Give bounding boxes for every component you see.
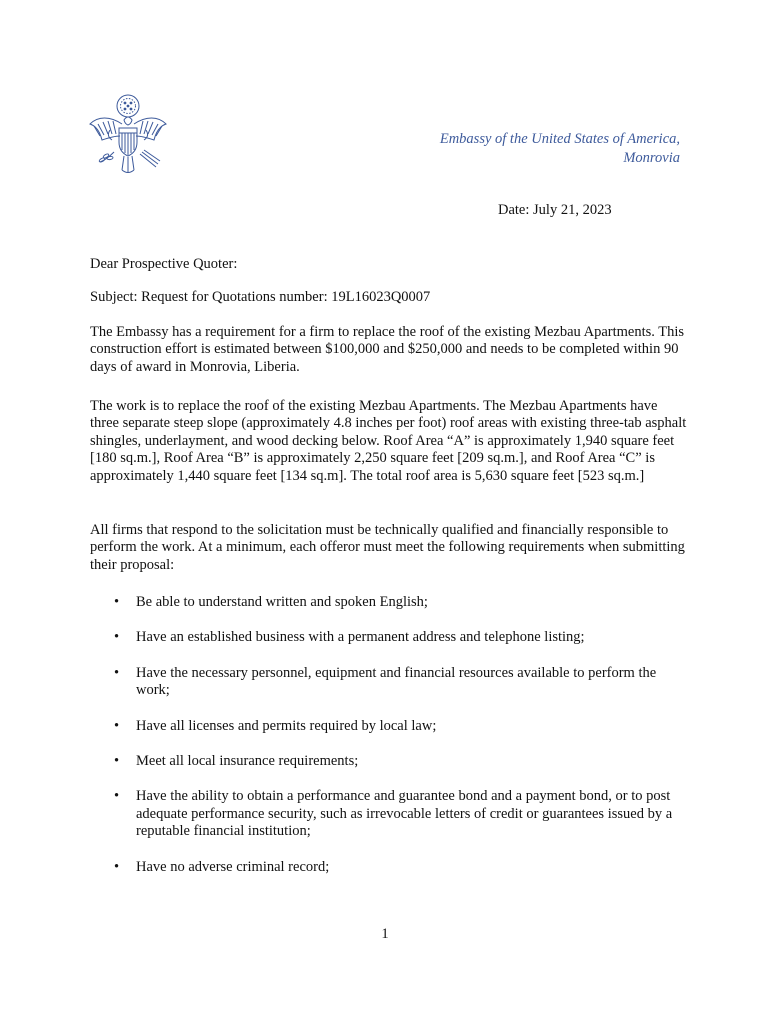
subject-line: Subject: Request for Quotations number: 19L16023Q0007 (90, 289, 431, 305)
bullet-icon: • (114, 594, 120, 610)
list-item (90, 753, 690, 770)
page-number: 1 (381, 926, 389, 942)
list-item (90, 788, 690, 840)
list-item (90, 594, 690, 611)
great-seal-icon (86, 90, 170, 178)
requirement-text: Have an established business with a permanent address and telephone listing; (136, 629, 585, 646)
paragraph-qualifications: All firms that respond to the solicitation must be technically qualified and financially responsible to perform the work. At a minimum, each offeror must meet the following requirements when submitting their proposal: (90, 522, 685, 573)
requirement-text: Be able to understand written and spoken English; (136, 594, 428, 610)
embassy-name-line1: Embassy of the United States of America, (439, 131, 680, 147)
list-item (90, 718, 690, 735)
bullet-icon: • (114, 629, 120, 646)
requirement-text: Have all licenses and permits required by local law; (136, 717, 437, 734)
letter-date: Date: July 21, 2023 (498, 202, 612, 218)
bullet-icon: • (114, 788, 120, 805)
embassy-header (440, 130, 680, 168)
bullet-icon: • (114, 664, 120, 681)
paragraph-scope-of-work: The work is to replace the roof of the existing Mezbau Apartments. The Mezbau Apartments have three separate steep slope (approximately 4.8 inches per foot) roof areas with existing three-tab asphalt shingles, underlayment, and wood decking below. Roof Area “A” is approximately 1,940 square feet [180 sq.m.], Roof Area “B” is approximately 2,250 square feet [209 sq.m.], and Roof Area “C” is approximately 1,440 square feet [134 sq.m]. The total roof area is 5,630 square feet [523 sq.m.] (90, 398, 687, 484)
list-item (90, 629, 690, 646)
bullet-icon: • (114, 717, 120, 734)
requirement-text: Meet all local insurance requirements; (136, 753, 359, 770)
salutation: Dear Prospective Quoter: (90, 256, 238, 272)
requirement-text: Have the ability to obtain a performance and guarantee bond and a payment bond, or to post adequate performance security, such as irrevocable letters of credit or guarantees issued by a reputable financial institution; (136, 788, 673, 840)
embassy-name-line2: Monrovia (623, 150, 680, 166)
bullet-icon: • (114, 753, 120, 770)
paragraph-requirement: The Embassy has a requirement for a firm to replace the roof of the existing Mezbau Apartments. This construction effort is estimated between $100,000 and $250,000 and needs to be completed within 90 days of award in Monrovia, Liberia. (90, 324, 685, 375)
requirement-text: Have no adverse criminal record; (136, 858, 330, 875)
requirements-list (90, 594, 690, 876)
requirement-text: Have the necessary personnel, equipment and financial resources available to perform the work; (136, 664, 657, 699)
list-item (90, 859, 690, 876)
bullet-icon: • (114, 858, 120, 875)
list-item (90, 665, 690, 700)
